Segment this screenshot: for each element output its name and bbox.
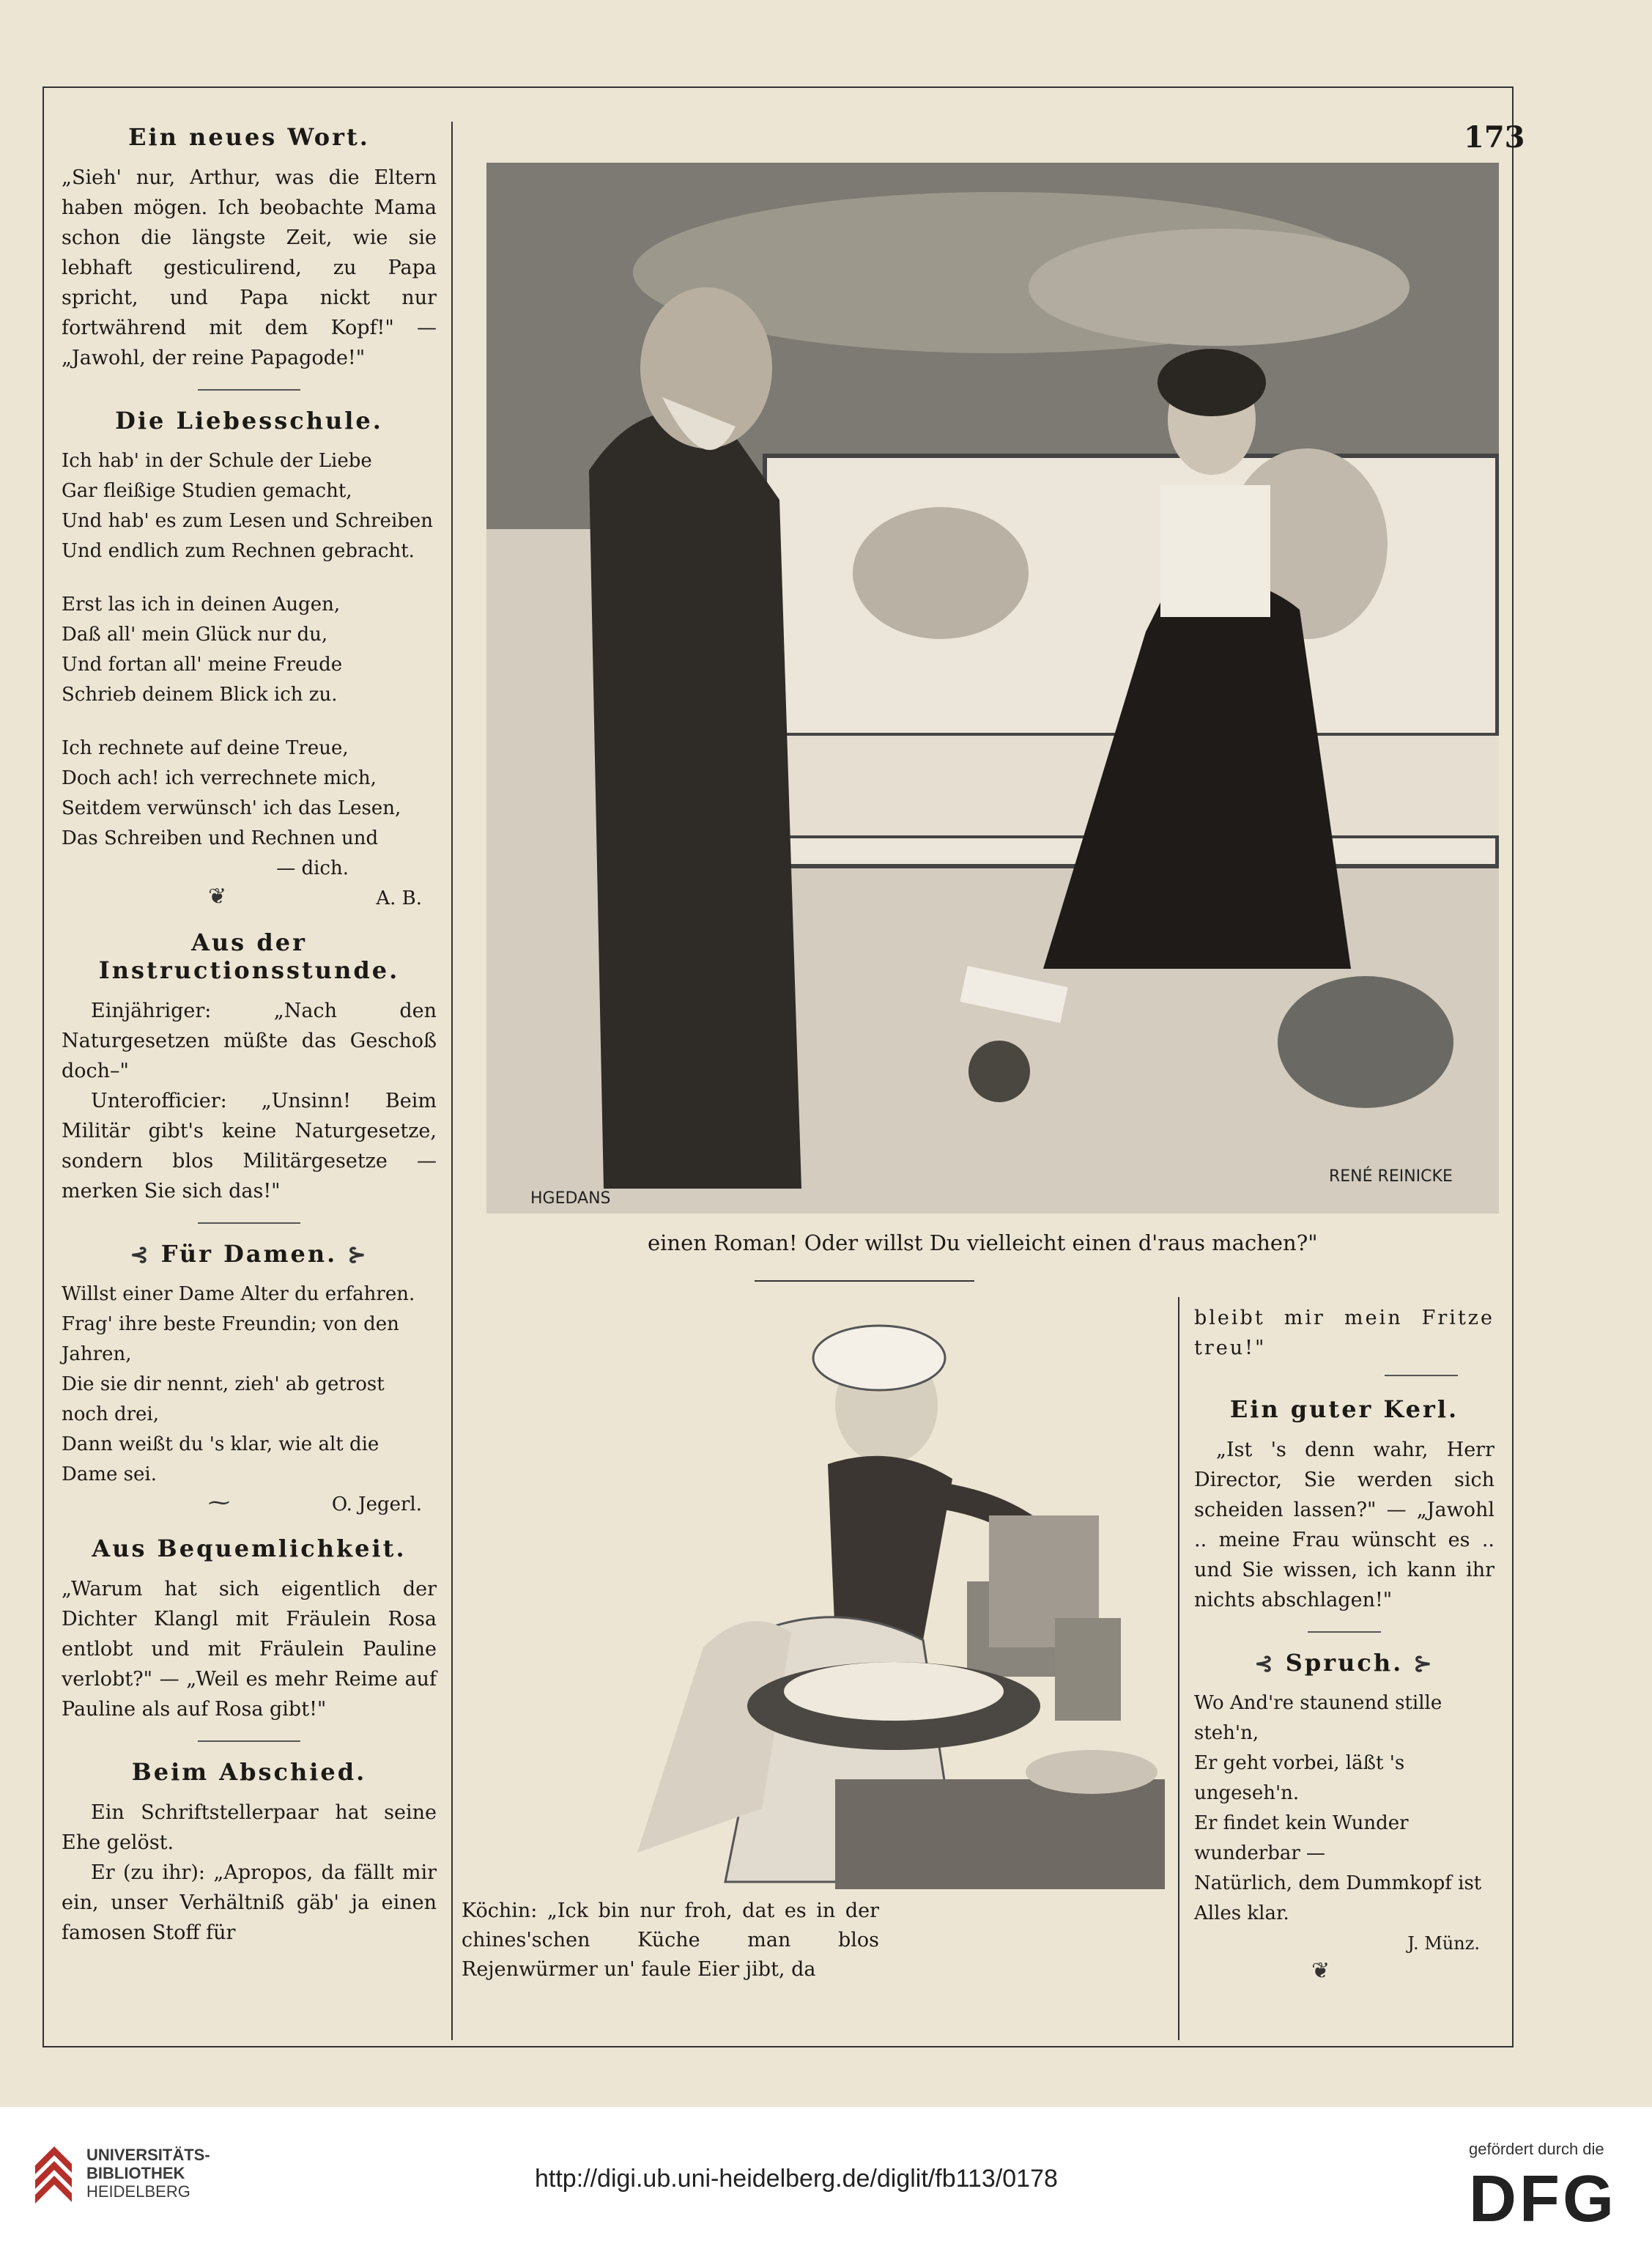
verse-line: Wo And're staunend stille steh'n,: [1194, 1692, 1442, 1744]
author-signature: J. Münz.: [1407, 1933, 1480, 1954]
flourish-left-icon: ⊰: [1254, 1651, 1275, 1677]
dialogue-text: Einjähriger: „Nach den Naturgesetzen müßte das Geschoß doch–": [62, 1000, 437, 1082]
divider: [198, 389, 300, 391]
anecdote-text: Er (zu ihr): „Apropos, da fällt mir ein, unser Verhältniß gäb' ja einen famosen Stoff für: [62, 1861, 437, 1944]
dialogue-text: Unterofficier: „Unsinn! Beim Militär gibt's keine Naturgesetze, sondern blos Militärgesetze — merken Sie sich das!": [62, 1090, 437, 1203]
column-divider-left: [451, 122, 453, 2040]
verse-line: Frag' ihre beste Freundin; von den Jahren,: [62, 1313, 399, 1365]
anecdote-text: „Warum hat sich eigentlich der Dichter Klangl mit Fräulein Rosa entlobt und mit Fräulein Pauline verlobt?" — „Weil es mehr Reime auf Pauline als auf Rosa gibt!": [62, 1578, 437, 1721]
divider: [198, 1222, 300, 1224]
divider: [1308, 1631, 1381, 1633]
flourish-right-icon: ⊱: [347, 1242, 368, 1268]
verse-line: Doch ach! ich verrechnete mich,: [62, 767, 377, 789]
source-url-link[interactable]: http://digi.ub.uni-heidelberg.de/diglit/fb113/0178: [535, 2165, 1058, 2193]
anecdote-text: „Ist 's denn wahr, Herr Director, Sie werden sich scheiden lassen?" — „Jawohl .. meine Frau wünscht es .. und Sie wissen, ich kann ihr nichts abschlagen!": [1194, 1439, 1494, 1611]
divider: [198, 1740, 300, 1742]
verse-line: Daß all' mein Glück nur du,: [62, 624, 328, 646]
verse-line: Er geht vorbei, läßt 's ungeseh'n.: [1194, 1752, 1405, 1804]
library-name-line: UNIVERSITÄTS-: [86, 2146, 210, 2164]
verse-line: Ich hab' in der Schule der Liebe: [62, 450, 372, 472]
section-title: [62, 1240, 437, 1268]
artist-signature-left: HGEDANS: [530, 1189, 611, 1208]
illustration-drawing: [486, 163, 1499, 1214]
section-title: Ein guter Kerl.: [1229, 1395, 1459, 1423]
illustration-drawing: [484, 1296, 1165, 1891]
verse-line: Und hab' es zum Lesen und Schreiben: [62, 510, 434, 532]
flourish-left-icon: ⊰: [130, 1242, 151, 1268]
anecdote-text: Ein Schriftstellerpaar hat seine Ehe gelöst.: [62, 1801, 437, 1854]
verse-line: Die sie dir nennt, zieh' ab getrost noch drei,: [62, 1373, 385, 1425]
verse-line: Dann weißt du 's klar, wie alt die Dame sei.: [62, 1433, 379, 1485]
verse-line: Und endlich zum Rechnen gebracht.: [62, 540, 415, 562]
cook-caption: Köchin: „Ick bin nur froh, dat es in der chines'schen Küche man blos Rejenwürmer un' faule Eier jibt, da: [462, 1899, 879, 1981]
section-title: Die Liebesschule.: [115, 407, 383, 435]
anecdote-text: „Sieh' nur, Arthur, was die Eltern haben mögen. Ich beobachte Mama schon die längste Zeit, wie sie lebhaft gesticulirend, zu Papa spricht, und Papa nickt nur fortwährend mit dem Kopf!" — „Jawohl, der reine Papagode!": [62, 166, 437, 369]
dfg-logo: DFG: [1469, 2163, 1617, 2236]
verse-line: Seitdem verwünsch' ich das Lesen,: [62, 797, 401, 819]
university-library-logo-icon: [32, 2143, 75, 2206]
verse-line: Er findet kein Wunder wunderbar —: [1194, 1812, 1409, 1864]
flourish-right-icon: ⊱: [1413, 1651, 1434, 1677]
divider: [1385, 1375, 1458, 1376]
verse-line: Schrieb deinem Blick ich zu.: [62, 684, 338, 706]
right-column: [1194, 1303, 1494, 1984]
verse-line: Erst las ich in deinen Augen,: [62, 594, 341, 616]
library-name: [86, 2146, 210, 2201]
author-signature: O. Jegerl.: [331, 1493, 422, 1515]
floral-ornament-icon: ❦: [1311, 1958, 1330, 1984]
section-title: Ein neues Wort.: [128, 123, 370, 151]
left-column: [62, 123, 437, 1948]
library-name-line: BIBLIOTHEK: [86, 2164, 185, 2182]
column-divider-right: [1178, 1297, 1179, 2040]
artist-signature-right: RENÉ REINICKE: [1329, 1167, 1453, 1186]
verse-line: Und fortan all' meine Freude: [62, 654, 343, 676]
section-title-text: Spruch.: [1285, 1649, 1404, 1677]
author-signature: A. B.: [376, 887, 422, 909]
library-name-line: HEIDELBERG: [86, 2182, 190, 2201]
section-title: [1194, 1649, 1494, 1677]
verse-line: Das Schreiben und Rechnen und: [62, 827, 379, 849]
continued-text: bleibt mir mein Fritze treu!": [1194, 1307, 1494, 1359]
section-title: Aus Bequemlichkeit.: [92, 1535, 407, 1562]
verse-line: Natürlich, dem Dummkopf ist Alles klar.: [1194, 1872, 1482, 1924]
section-title-text: Für Damen.: [160, 1240, 338, 1268]
verse-line: — dich.: [276, 857, 349, 879]
funder-label: gefördert durch die: [1469, 2140, 1604, 2158]
page-number: 173: [1464, 120, 1525, 155]
verse-line: Ich rechnete auf deine Treue,: [62, 737, 349, 759]
illustration-cook-with-pan: [484, 1296, 1165, 1891]
section-title: Beim Abschied.: [131, 1758, 367, 1786]
verse-line: Willst einer Dame Alter du erfahren.: [62, 1283, 415, 1305]
verse-line: Gar fleißige Studien gemacht,: [62, 480, 352, 502]
illustration-couple-on-sofa: [486, 163, 1499, 1214]
section-title: Aus der Instructionsstunde.: [98, 928, 400, 984]
caption-rule: [755, 1280, 974, 1282]
flourish-icon: ⁓: [208, 1490, 230, 1515]
top-illustration-caption: einen Roman! Oder willst Du vielleicht einen d'raus machen?": [648, 1230, 1318, 1255]
floral-ornament-icon: ❦: [208, 884, 227, 909]
